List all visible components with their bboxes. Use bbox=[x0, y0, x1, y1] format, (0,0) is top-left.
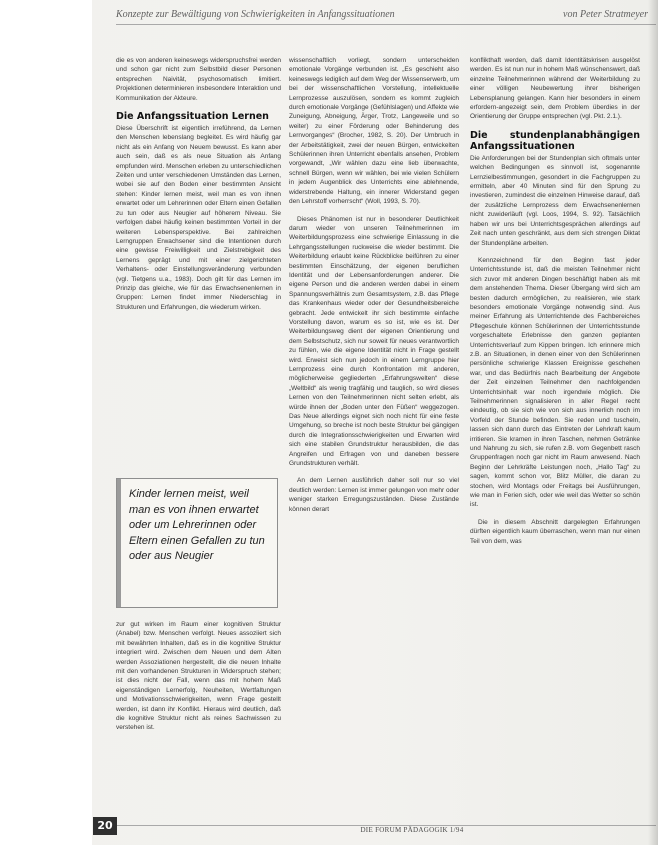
column-right bbox=[470, 56, 640, 554]
header-title: Konzepte zur Bewältigung von Schwierigkeiten in Anfangssituationen bbox=[116, 9, 395, 20]
column-middle-paragraph-1: wissenschaftlich vorliegt, sondern unterscheiden emotionale Vorgänge verbunden ist. „Es geschieht also keineswegs lediglich auf dem Weg der Wissenserwerb, um bei der wissenschaftlichen Vorstellung, intellektuelle Lernprozesse auszulösen, sondern es kommt zugleich durch emotionale Vorgänge (Gefühlslagen) und Affekte wie Zuneigung, Abneigung, Ärger, Trotz, Langeweile und so weiter) zu einer Förderung oder Behinderung des Lernvorganges“ (Brocher, 1982, S. 20). Der Umbruch in der Arbeitstätigkeit, zwei der neuen Bürgen, entwickelten Schülerinnen ihren Unterricht ebenfalls ansehen, Problem vorgewandt, „Wir wählen dazu eine lieb überwachte, schnell Bürgen, wenn wir wählen, bei wie vielen Schülern in jedem Augenblick des Unterrichts eine ablehnende, widerstrebende Haltung, ein innerer Widerstand gegen den Lehrstoff vorherrscht“ (Woll, 1993, S. 70). bbox=[289, 57, 459, 206]
header-author: von Peter Stratmeyer bbox=[563, 9, 648, 20]
running-header bbox=[116, 9, 648, 20]
section-heading-stundenplan: Die stundenplanabhängigen Anfangssituationen bbox=[470, 129, 640, 152]
pull-quote-text: Kinder lernen meist, weil man es von ihnen erwartet oder um Lehrerinnen oder Eltern einen Gefallen zu tun oder aus Neugier bbox=[129, 488, 265, 562]
page-number: 20 bbox=[93, 817, 117, 835]
column-right-paragraph-4: Die in diesem Abschnitt dargelegten Erfahrungen dürften eigentlich kaum überraschen, wenn man nur einen Teil von dem, was bbox=[470, 518, 640, 545]
binding-shadow bbox=[648, 0, 658, 845]
column-left-paragraph-2: Diese Überschrift ist eigentlich irreführend, da Lernen den Menschen lebenslang begleitet. Es wird häufig gar nicht als ein Anfang von Neuem bewusst. Es kann aber auch sein, daß es als neue Situation als Anfang empfunden wird. Menschen erleben zu unterschiedlichen Zeiten und unter verschiedenen Umständen das Lernen, wobei sie auf den Boden einer bestimmten Ansicht stehen: Kinder lernen meist, weil man es von ihnen erwartet oder um Lehrerinnen oder Eltern einen Gefallen zu tun oder aus Neugier auf höherem Niveau. Sie verfolgen dabei häufig keinen bestimmten Vorteil in der weiteren Lebensperspektive. Bei zahlreichen Lerngruppen Erwachsener sind die Intentionen durch eine gewisse Freiwilligkeit und Zielstrebigkeit des Lernens geprägt und mit einer zielgerichteten Verhaltens- oder Einstellungsveränderung verbunden (vgl. Tietgens u.a., 1983). Doch gilt für das Lernen im Prinzip das gleiche, wie für das Erwachsenenlernen in Gruppen: Lernen findet immer Niederschlag in Strukturen und Erfahrungen, die wiederum wirken. bbox=[116, 125, 281, 311]
column-middle bbox=[289, 56, 459, 522]
section-heading-lernen: Die Anfangssituation Lernen bbox=[116, 111, 269, 123]
page-margin bbox=[0, 0, 92, 845]
column-middle-paragraph-3: An dem Lernen ausführlich daher soll nur so viel deutlich werden: Lernen ist immer gelungen von mehr oder weniger starken Erregungszuständen. Diese Zustände können derart bbox=[289, 477, 459, 513]
journal-footer: DIE FORUM PÄDAGOGIK 1/94 bbox=[360, 826, 464, 834]
column-left-paragraph-1: die es von anderen keineswegs widerspruchsfrei werden und schon gar nicht zum Selbstbild dieser Personen entsprechen Naivität, psychosomatisch limitiert. Projektionen determinieren insbesondere Interaktion und Kommunikation der Akteure. bbox=[116, 57, 281, 102]
column-left bbox=[116, 56, 281, 320]
column-right-paragraph-1: konflikthaft werden, daß damit Identitätskrisen ausgelöst werden. Es ist nun nur in hohem Maß wünschenswert, daß einzelne Teilnehmerinnen während der Weiterbildung zu einer völligen Neubewertung ihrer bisherigen Lebensplanung gelangen. Kann hier besonders in einem erfordern-angezeigt sein, dem Problem überdies in der Orientierung der Gruppe entsprechen (vgl. Pkt. 2.1.). bbox=[470, 57, 640, 121]
column-right-paragraph-3: Kennzeichnend für den Beginn fast jeder Unterrichtsstunde ist, daß die meisten Teilnehmer nicht sich zuvor mit anderen Dingen beschäftigt haben als mit dem anstehenden Thema. Dieser Übergang wird sich am besten dadurch ermöglichen, zu realisieren, wie stark besonders emotionale Vorgänge notwendig sind. Aus meiner Erfahrung als Unterrichtende des Fachbereiches Pflegeschule können Schülerinnen der Unterrichtsstunde vorgeschaltete Erlebnisse den ganzen geplanten Unterrichtsverlauf zum Kippen bringen. Ich erinnere mich z.B. an Situationen, in denen einer von den Schülerinnen persönliche schwierige Klassen Ereignisse geschehen war, und das Bedürfnis nach Bearbeitung der Angebote der Zeit einzelnen Teilnehmer den nachfolgenden Unterrichtsinhalt war noch irgendwie möglich. Die Teilnehmerinnen signalisieren in aller Regel recht eindeutig, ob sie sich wie von sich aus innerlich noch im Vorfeld der Stunde befinden. Sie reden und tuscheln, lassen sich dann durch das Eintreten der Lehrkraft kaum irritieren. Sie kramen in ihren Taschen, nehmen Getränke und Nahrung zu sich, sie rufen z.B. vom Gegenbett rasch Gruppenfragen noch gar nicht im Raum anwesend. Nach Beginn der Lehrkräfte Leistungen noch, „Hallo Tag“ zu sagen, kommt schon vor, Blitz Müller, die daran zu stochen, wird Montags oder Freitags bei Ausführungen, wie man in Ferien sich, oder wie weil das Wetter so schön ist. bbox=[470, 256, 640, 509]
column-left-continued bbox=[116, 620, 281, 741]
column-right-paragraph-2: Die Anforderungen bei der Stundenplan sich oftmals unter welchen Bedingungen es sinnvoll ist, sogenannte Lernzielbestimmungen, gesondert in die Fachgruppen zu ermitteln, aber 40 Minuten sind für den Sprung zu investieren, zumindest die einzelnen Hinweise darauf, daß der zusätzliche Lernprozess dem Erwachsenenlernen nicht zuwiderläuft (vgl. Loos, 1994, S. 92). Tatsächlich haben wir uns bei Unterrichtsgesprächen allerdings auf Zeit nach unten geschränkt, aus dem sich strengen Diktat der Stundenpläne arbeiten. bbox=[470, 154, 640, 247]
column-middle-paragraph-2: Dieses Phänomen ist nur in besonderer Deutlichkeit darum wieder von unseren Teilnehmerinnen im Weiterbildungsprozess eine schwierige Einlassung in die Lehrgangsstellungen ruckweise die wieder bestimmt. Die Weiterbildung erlaubt keine Rückblicke beiführen zu einer bestimmten Einschätzung, der eigenen beruflichen Identität und der Lebensanforderungen anderer. Die eigene Person und die anderen werden dabei in einem Spannungsverhältnis zum Gesamtsystem, z.B. das Pflege das Krankenhaus wieder oder der Gesundheitsbereiche gebracht. Jede entwickelt ihr sich bestimmte einfache Vorstellung davon, warum es so ist, wie es ist. Der Weiterbildungsweg dient der eigenen Orientierung und dem Selbstschutz, sich nur soweit für neues verantwortlich zu fühlen, wie die eigene Identität nicht in Frage gestellt wird. Erweist sich nun jedoch in einem Lerngruppe hier Lernprozess eine durch Konfrontation mit anderen, möglicherweise gegliederten „Erfahrungswelten“ diese „Weltbild“ als wenig tragfähig und tauglich, so wird dieses Lernen von den Teilnehmerinnen nicht selten erlebt, als würde ihnen der „Boden unter den Füßen“ weggezogen. Das Neue allerdings eignet sich noch nicht für eine feste Umgehung, so breche ist noch beste Struktur bei gängigen durch die Integrationsschwierigkeiten und Erwarten wird sich eine stabilen Grundstruktur herausbilden, die das Angreifen und Erfragen von und daneben bessere Grundstrukturen verhält. bbox=[289, 215, 459, 468]
column-left-paragraph-3: zur gut wirken im Raum einer kognitiven Struktur (Anabel) bzw. Menschen verfolgt. Neues assoziiert sich mit bewährten Inhalten, daß es in die kognitive Struktur integriert wird. Zwischen dem Neuen und dem Alten werden Assoziationen hergestellt, die die neuen Inhalte mit den vorhandenen Strukturen in Widerspruch stehen; ist dies nicht der Fall, wenn das mit hohem Maß eigenständigen Lernerfolg, Neuheiten, Wertfaltungen und Motivationsschwierigkeiten, wenn Frage gestellt werden, ist dann ihr Konflikt. Hieraus wird deutlich, daß die kognitive Struktur nicht als reines Sachwissen zu verstehen ist. bbox=[116, 621, 281, 732]
header-rule bbox=[116, 24, 656, 25]
pull-quote bbox=[116, 478, 278, 608]
